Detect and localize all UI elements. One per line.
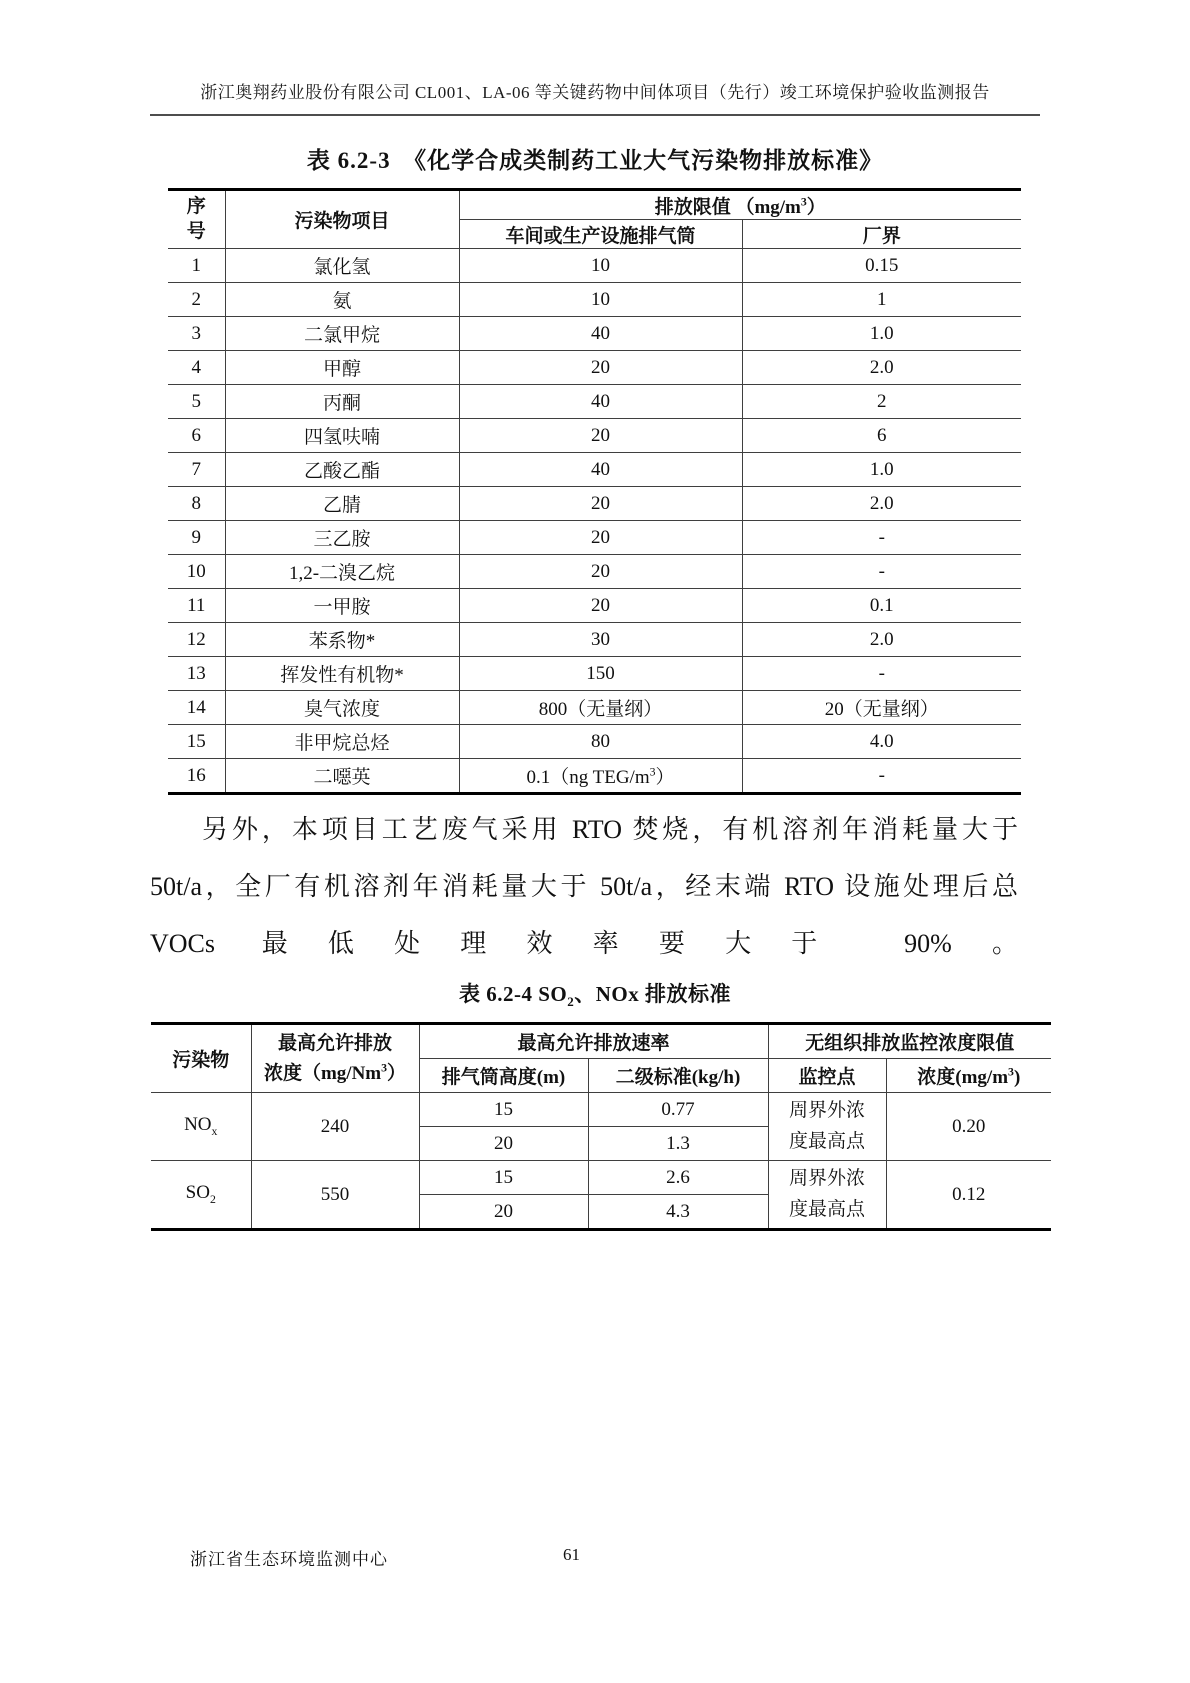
table2-cell-stack-height: 20: [419, 1127, 588, 1161]
table1-cell-pollutant: 1,2-二溴乙烷: [225, 555, 459, 589]
table2-cell-stack-height: 20: [419, 1195, 588, 1230]
table1-cell-seq: 10: [168, 555, 225, 589]
table1-cell-stack-limit: 20: [459, 555, 742, 589]
table1-cell-pollutant: 挥发性有机物*: [225, 657, 459, 691]
table1-row: [168, 453, 1021, 487]
table1-cell-boundary-limit: -: [742, 759, 1021, 794]
table1-cell-pollutant: 氯化氢: [225, 249, 459, 283]
monitor-point-text: 周界外浓度最高点: [789, 1100, 866, 1152]
table2-header-fugitive-group: 无组织排放监控浓度限值: [768, 1024, 1051, 1059]
table1-cell-seq: 15: [168, 725, 225, 759]
table1-cell-boundary-limit: 2.0: [742, 351, 1021, 385]
paragraph-line: 50t/a，全厂有机溶剂年消耗量大于 50t/a，经末端 RTO 设施处理后总: [150, 872, 1018, 901]
table1-cell-stack-limit: 0.1（ng TEG/$m^3$）: [459, 759, 742, 794]
paragraph-line: 另外，本项目工艺废气采用 RTO 焚烧，有机溶剂年消耗量大于: [202, 815, 1018, 844]
table2-cell-max-conc-so2: 550: [251, 1161, 419, 1230]
table1-row: [168, 419, 1021, 453]
table1-cell-pollutant: 一甲胺: [225, 589, 459, 623]
table1-cell-seq: 12: [168, 623, 225, 657]
table1-row: [168, 725, 1021, 759]
table1-cell-stack-limit: 40: [459, 453, 742, 487]
max-conc-line1: 最高允许排放: [277, 1033, 392, 1055]
table1-row: [168, 657, 1021, 691]
table1-cell-seq: 4: [168, 351, 225, 385]
table2-header-monitor-point: 监控点: [768, 1059, 886, 1093]
table1-cell-pollutant: 丙酮: [225, 385, 459, 419]
table2-cell-secondary-std: 0.77: [588, 1093, 768, 1127]
table2-row-nox-1: [151, 1093, 1051, 1127]
table1-cell-boundary-limit: 1: [742, 283, 1021, 317]
table1-cell-seq: 1: [168, 249, 225, 283]
table1-cell-boundary-limit: -: [742, 521, 1021, 555]
table2-cell-monitor-point-so2: [768, 1161, 886, 1230]
air-pollutant-emission-standards-table: [168, 188, 1021, 795]
table1-cell-stack-limit: 20: [459, 487, 742, 521]
table1-header-row-1: [168, 190, 1021, 220]
table1-cell-pollutant: 乙酸乙酯: [225, 453, 459, 487]
table1-row: [168, 283, 1021, 317]
table2-header-conc: 浓度$(mg/m^3)$: [886, 1059, 1051, 1093]
table1-cell-stack-limit: 150: [459, 657, 742, 691]
table1-cell-boundary-limit: 1.0: [742, 453, 1021, 487]
table2-cell-pollutant-so2: $SO_2$: [151, 1161, 251, 1230]
footer-organization: 浙江省生态环境监测中心: [190, 1550, 388, 1569]
table1-cell-pollutant: 苯系物*: [225, 623, 459, 657]
table2-header-rate-group: 最高允许排放速率: [419, 1024, 768, 1059]
table1-row: [168, 249, 1021, 283]
table2-row-so2-1: [151, 1161, 1051, 1195]
table2-header-pollutant: 污染物: [151, 1024, 251, 1093]
table1-cell-seq: 6: [168, 419, 225, 453]
table1-cell-seq: 5: [168, 385, 225, 419]
table1-row: [168, 385, 1021, 419]
table1-cell-seq: 11: [168, 589, 225, 623]
table1-header-seq: [168, 190, 225, 249]
table2-cell-pollutant-nox: $NO_x$: [151, 1093, 251, 1161]
table2-cell-monitor-point-nox: [768, 1093, 886, 1161]
table2-cell-secondary-std: 2.6: [588, 1161, 768, 1195]
table1-cell-stack-limit: 80: [459, 725, 742, 759]
table2-header-row-1: [151, 1024, 1051, 1059]
table1-cell-pollutant: 乙腈: [225, 487, 459, 521]
table1-cell-pollutant: 二氯甲烷: [225, 317, 459, 351]
table1-header-limit-group: 排放限值 $(mg/m^3)$: [459, 190, 1021, 220]
table1-row: [168, 589, 1021, 623]
table1-cell-boundary-limit: -: [742, 555, 1021, 589]
table1-cell-pollutant: 甲醇: [225, 351, 459, 385]
table1-cell-stack-limit: 20: [459, 589, 742, 623]
table1-cell-boundary-limit: 1.0: [742, 317, 1021, 351]
table1-cell-stack-limit: 40: [459, 317, 742, 351]
table1-cell-stack-limit: 40: [459, 385, 742, 419]
paragraph-line: VOCs 最低处理效率要大于 90%。: [150, 929, 1018, 958]
table2-header-stack-height: 排气筒高度(m): [419, 1059, 588, 1093]
table2-header-secondary-std: 二级标准(kg/h): [588, 1059, 768, 1093]
table2-cell-stack-height: 15: [419, 1161, 588, 1195]
table1-cell-stack-limit: 20: [459, 419, 742, 453]
table1-cell-seq: 2: [168, 283, 225, 317]
table2-cell-limit-so2: 0.12: [886, 1161, 1051, 1230]
table1-cell-boundary-limit: 2: [742, 385, 1021, 419]
table1-cell-pollutant: 四氢呋喃: [225, 419, 459, 453]
table1-cell-pollutant: 非甲烷总烃: [225, 725, 459, 759]
table1-row: [168, 317, 1021, 351]
table1-cell-seq: 7: [168, 453, 225, 487]
table2-cell-secondary-std: 1.3: [588, 1127, 768, 1161]
seq-header-text: 序号: [186, 195, 206, 242]
running-header: 浙江奥翔药业股份有限公司 CL001、LA-06 等关键药物中间体项目（先行）竣工环境保护验收监测报告: [150, 78, 1040, 116]
table1-cell-boundary-limit: 4.0: [742, 725, 1021, 759]
table1-cell-seq: 9: [168, 521, 225, 555]
table1-cell-boundary-limit: 0.15: [742, 249, 1021, 283]
table1-title: 表 6.2-3 《化学合成类制药工业大气污染物排放标准》: [306, 148, 884, 173]
table1-cell-boundary-limit: 6: [742, 419, 1021, 453]
table1-cell-pollutant: 二噁英: [225, 759, 459, 794]
table1-row: [168, 555, 1021, 589]
table1-header-pollutant: 污染物项目: [225, 190, 459, 249]
table1-header-stack: 车间或生产设施排气筒: [459, 220, 742, 249]
table2-cell-max-conc-nox: 240: [251, 1093, 419, 1161]
table1-cell-stack-limit: 20: [459, 351, 742, 385]
table1-cell-boundary-limit: 20（无量纲）: [742, 691, 1021, 725]
table1-row: [168, 487, 1021, 521]
table2-cell-limit-nox: 0.20: [886, 1093, 1051, 1161]
table1-cell-stack-limit: 10: [459, 249, 742, 283]
table1-cell-pollutant: 氨: [225, 283, 459, 317]
table1-row: [168, 521, 1021, 555]
so2-nox-emission-standards-table: [151, 1022, 1051, 1231]
table2-cell-stack-height: 15: [419, 1093, 588, 1127]
table1-cell-seq: 14: [168, 691, 225, 725]
table1-cell-boundary-limit: 0.1: [742, 589, 1021, 623]
table1-cell-seq: 16: [168, 759, 225, 794]
table1-cell-boundary-limit: 2.0: [742, 623, 1021, 657]
table1-cell-stack-limit: 20: [459, 521, 742, 555]
table1-cell-stack-limit: 30: [459, 623, 742, 657]
table1-row: [168, 759, 1021, 794]
table1-cell-pollutant: 三乙胺: [225, 521, 459, 555]
table1-cell-stack-limit: 800（无量纲）: [459, 691, 742, 725]
table1-row: [168, 351, 1021, 385]
table1-cell-boundary-limit: 2.0: [742, 487, 1021, 521]
page-number: 61: [563, 1545, 580, 1564]
table1-row: [168, 623, 1021, 657]
table1-cell-stack-limit: 10: [459, 283, 742, 317]
monitor-point-text: 周界外浓度最高点: [789, 1168, 866, 1220]
table1-cell-boundary-limit: -: [742, 657, 1021, 691]
table1-cell-seq: 13: [168, 657, 225, 691]
table1-header-boundary: 厂界: [742, 220, 1021, 249]
body-paragraph: [150, 801, 1018, 972]
table2-title: 表 6.2-4 $SO_2$、NOx 排放标准: [458, 982, 732, 1010]
table1-cell-seq: 3: [168, 317, 225, 351]
table1-cell-seq: 8: [168, 487, 225, 521]
table2-header-max-conc: [251, 1024, 419, 1093]
table1-cell-pollutant: 臭气浓度: [225, 691, 459, 725]
table1-row: [168, 691, 1021, 725]
max-conc-line2: 浓度（mg/Nm$^3$）: [263, 1061, 407, 1084]
table2-cell-secondary-std: 4.3: [588, 1195, 768, 1230]
